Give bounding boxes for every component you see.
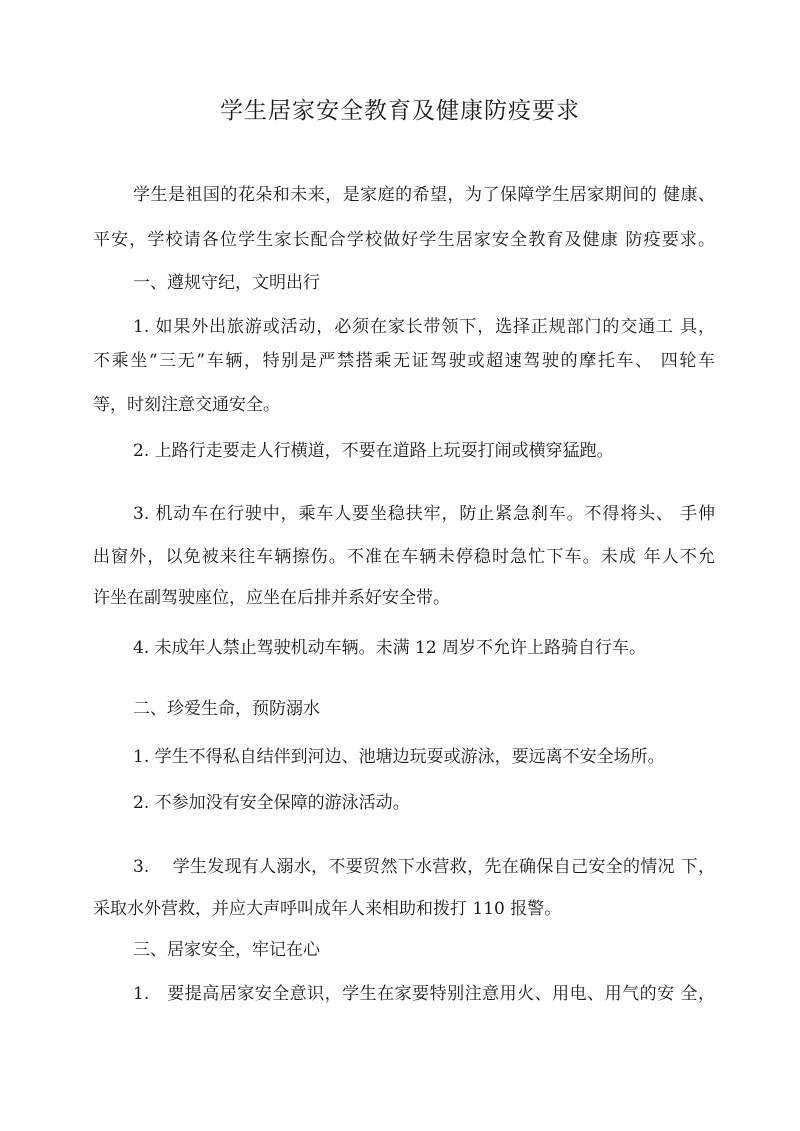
section1-item4: 4. 未成年人禁止驾驶机动车辆。未满 12 周岁不允许上路骑自行车。 [133,638,647,658]
section2-item3-line-1: 3. 学生发现有人溺水，不要贸然下水营救，先在确保自己安全的情况 下， [133,857,715,877]
section1-item3-line-1: 3. 机动车在行驶中，乘车人要坐稳扶牢，防止紧急刹车。不得将头、 手伸 [133,504,715,524]
section2-item2: 2. 不参加没有安全保障的游泳活动。 [133,793,410,813]
intro-line-1: 学生是祖国的花朵和未来，是家庭的希望，为了保障学生居家期间的 健康、 [133,185,715,205]
section1-heading: 一、遵规守纪，文明出行 [133,273,320,293]
section3-heading: 三、居家安全，牢记在心 [133,940,320,960]
section1-item3-line-2: 出窗外，以免被来往车辆擦伤。不准在车辆未停稳时急忙下车。未成 年人不允 [93,547,715,567]
section2-heading: 二、珍爱生命，预防溺水 [133,699,320,719]
section2-item1: 1. 学生不得私自结伴到河边、池塘边玩耍或游泳，要远离不安全场所。 [133,747,665,767]
section1-item1-line-1: 1. 如果外出旅游或活动，必须在家长带领下，选择正规部门的交通工 具， [133,317,715,337]
section1-item1-line-3: 等，时刻注意交通安全。 [93,395,280,415]
section1-item3-line-3: 许坐在副驾驶座位，应坐在后排并系好安全带。 [93,588,450,608]
section3-item1-line-1: 1. 要提高居家安全意识，学生在家要特别注意用火、用电、用气的安 全， [133,984,715,1004]
intro-line-2: 平安，学校请各位学生家长配合学校做好学生居家安全教育及健康 防疫要求。 [93,230,715,250]
section1-item1-line-2: 不乘坐“三无”车辆，特别是严禁搭乘无证驾驶或超速驾驶的摩托车、 四轮车 [93,351,715,371]
section2-item3-line-2: 采取水外营救，并应大声呼叫成年人来相助和拨打 110 报警。 [93,899,562,919]
document-title: 学生居家安全教育及健康防疫要求 [220,98,580,124]
section1-item2: 2. 上路行走要走人行横道，不要在道路上玩耍打闹或横穿猛跑。 [133,441,614,461]
